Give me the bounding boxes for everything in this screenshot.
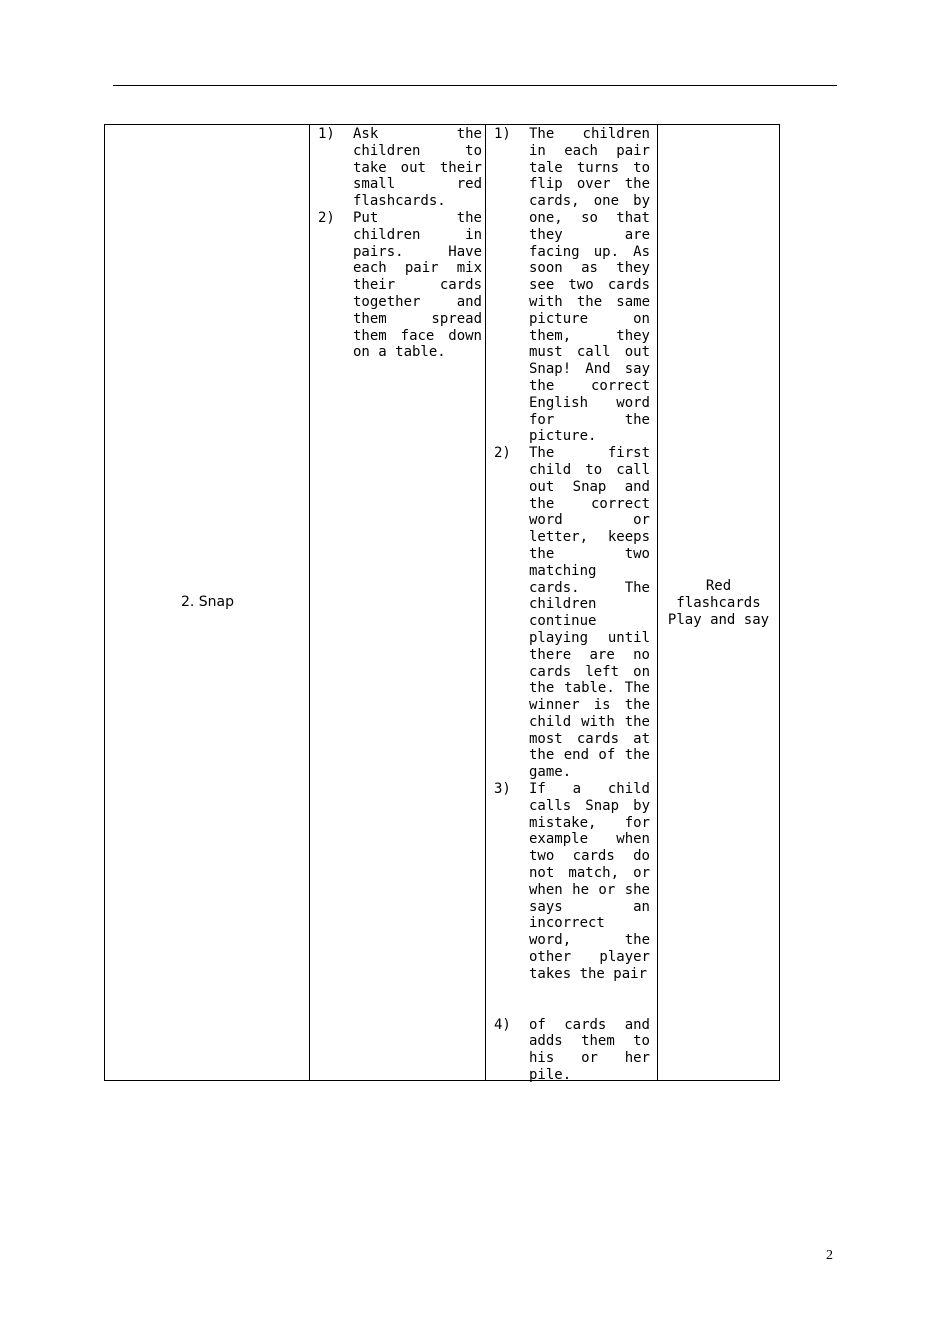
- step-number: 2): [318, 209, 335, 226]
- step-number: 3): [494, 781, 511, 798]
- resources-list: [658, 578, 779, 628]
- step-number: 1): [494, 126, 511, 142]
- teacher-step: [318, 126, 482, 210]
- resource-line: Play and say: [667, 611, 770, 628]
- activity-name: 2. Snap: [180, 594, 235, 610]
- teacher-steps-cell: [310, 125, 486, 1080]
- step-text: The first child to call out Snap and the correct word or letter, keeps the two matching cards. The children continue playing until there are no cards left on the table. The winner is the child with the most cards at the end of the game.: [529, 445, 650, 781]
- step-number: 2): [494, 445, 511, 462]
- pupil-step: [494, 126, 650, 445]
- pupil-steps-list: [494, 126, 650, 1084]
- step-number: 1): [318, 126, 335, 142]
- pupil-steps-cell: [486, 125, 658, 1084]
- activity-cell: [105, 125, 310, 1080]
- page-number: 2: [826, 1248, 833, 1263]
- header-rule: [113, 85, 837, 86]
- pupil-step: [494, 1017, 650, 1084]
- step-text: Put the children in pairs. Have each pair mix their cards together and them spread them face down on a table.: [353, 209, 482, 361]
- resource-line: flashcards: [676, 594, 761, 611]
- step-number: 4): [494, 1016, 511, 1033]
- step-text: If a child calls Snap by mistake, for example when two cards do not match, or when he or she says an incorrect word, the other player takes the pair: [529, 781, 650, 982]
- resource-line: Red: [705, 578, 732, 594]
- step-text: The children in each pair tale turns to flip over the cards, one by one, so that they are facing up. As soon as they see two cards with the same picture on them, they must call out Snap! And say the correct English word for the picture.: [529, 126, 650, 445]
- lesson-table: [104, 124, 780, 1084]
- spacer: [494, 983, 650, 1017]
- resources-cell: [658, 125, 779, 1080]
- pupil-step: [494, 445, 650, 781]
- pupil-step: [494, 781, 650, 983]
- teacher-steps-list: [318, 126, 482, 361]
- teacher-step: [318, 210, 482, 361]
- step-text: of cards and adds them to his or her pile.: [529, 1016, 650, 1084]
- step-text: Ask the children to take out their small red flashcards.: [353, 126, 482, 210]
